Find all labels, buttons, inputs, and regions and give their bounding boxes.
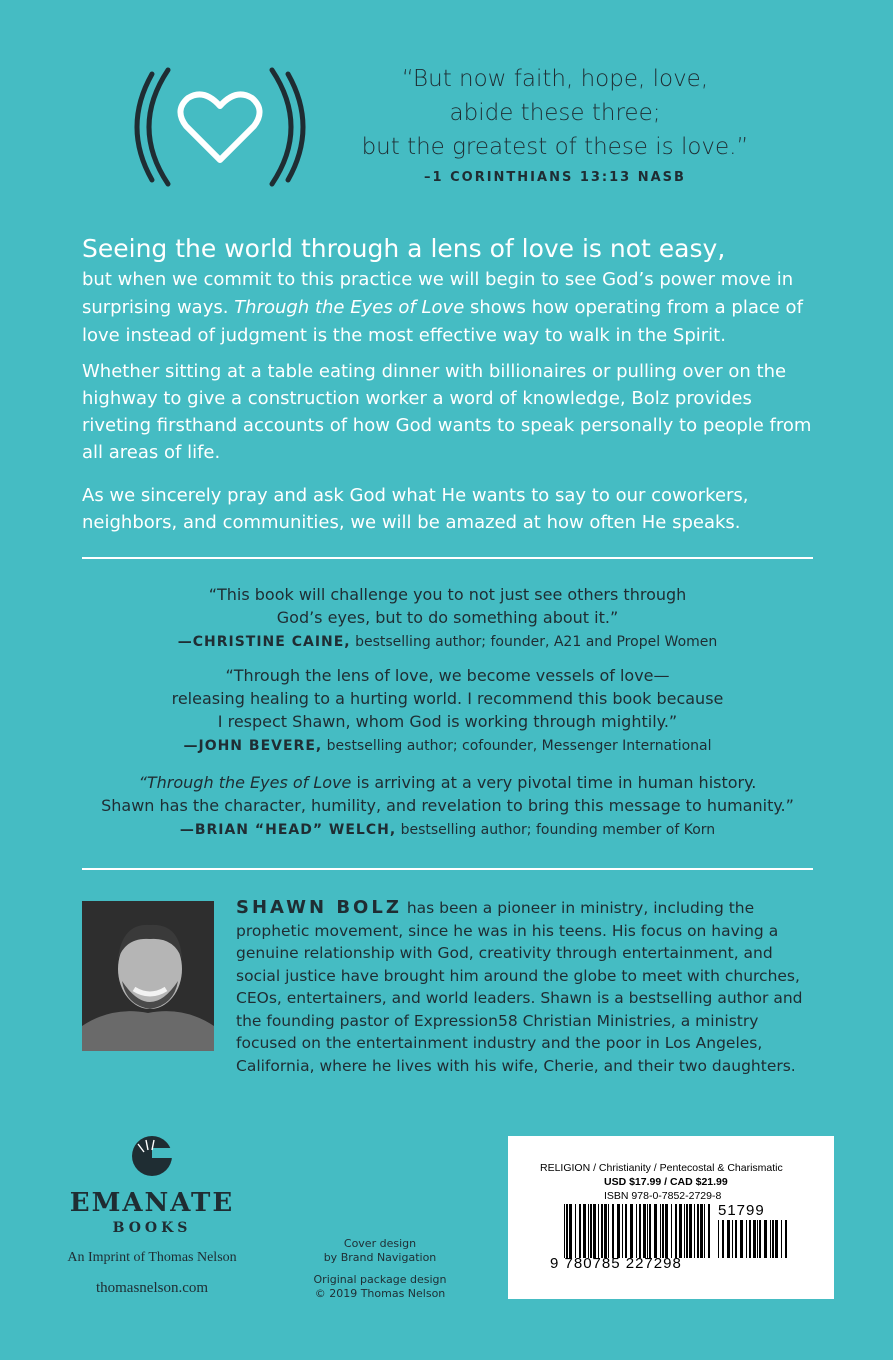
- endorser-credential: bestselling author; cofounder, Messenger International: [322, 738, 712, 754]
- endorsement-quote-line: I respect Shawn, whom God is working through mightily.”: [217, 712, 678, 731]
- author-bio: [236, 897, 816, 1077]
- endorsement-quote-line: releasing healing to a hurting world. I recommend this book because: [171, 689, 724, 708]
- endorser-credential: bestselling author; founding member of Korn: [396, 822, 716, 838]
- endorsement-quote-line: “This book will challenge you to not just see others through: [208, 585, 687, 604]
- lead-book-title: Through the Eyes of Love: [234, 297, 465, 318]
- credit-line: by Brand Navigation: [323, 1251, 437, 1264]
- description-lead: [82, 232, 822, 350]
- endorser-credential: bestselling author; founder, A21 and Propel Women: [350, 634, 718, 650]
- credit-line: © 2019 Thomas Nelson: [314, 1287, 446, 1300]
- barcode-addon-icon: [718, 1220, 788, 1258]
- heart-signal-icon: [130, 60, 310, 195]
- scripture-line-2: abide these three;: [449, 100, 661, 126]
- description-paragraph-3: As we sincerely pray and ask God what He wants to say to our coworkers, neighbors, and communities, we will be amazed at how often He speaks.: [82, 485, 749, 533]
- publisher-wordmark: EMANATE: [69, 1188, 235, 1218]
- emanate-logo-icon: [130, 1130, 174, 1180]
- endorsement-book-title: “Through the Eyes of Love: [138, 773, 352, 792]
- publisher-imprint: An Imprint of Thomas Nelson: [67, 1250, 237, 1265]
- scripture-line-1: “But now faith, hope, love,: [401, 66, 709, 92]
- author-bio-text: has been a pioneer in ministry, including the prophetic movement, since he was in his teens. His focus on having a genuine relationship with God, creativity through entertainment, and social justice have brought him around the globe to meet with churches, CEOs, entertainers, and world leaders. Shawn is a bestselling author and the founding pastor of Expression58 Christian Ministries, a ministry focused on the entertainment industry and the poor in Los Angeles, California, where he lives with his wife, Cherie, and their two daughters.: [236, 899, 803, 1075]
- endorsement: [82, 771, 813, 841]
- endorsement-quote-line: [82, 771, 813, 794]
- endorsement-byline: [82, 735, 813, 757]
- endorser-name: —BRIAN “HEAD” WELCH,: [179, 822, 397, 838]
- endorsement-quote-line: Shawn has the character, humility, and revelation to bring this message to humanity.”: [101, 796, 794, 815]
- scripture-reference: –1 CORINTHIANS 13:13 NASB: [424, 170, 686, 185]
- addon-digits: 51799: [718, 1202, 765, 1219]
- endorsement-quote-line: “Through the lens of love, we become vessels of love—: [225, 666, 670, 685]
- price: USD $17.99 / CAD $21.99: [604, 1176, 728, 1188]
- lead-body-part-2: shows how operating from a place of love instead of judgment is the most effective way to walk in the Spirit.: [82, 297, 803, 346]
- design-credits: [300, 1237, 460, 1301]
- ean-digits: 9 780785 227298: [550, 1255, 682, 1272]
- endorsement: [82, 583, 813, 653]
- endorsement-quote-line: God’s eyes, but to do something about it.”: [276, 608, 619, 627]
- barcode-icon: [564, 1204, 712, 1258]
- endorsement-byline: [82, 819, 813, 841]
- endorser-name: —JOHN BEVERE,: [183, 738, 323, 754]
- lead-body: [82, 266, 822, 350]
- endorsement: [82, 664, 813, 757]
- credit-line: Original package design: [313, 1273, 447, 1286]
- publisher-logo: [62, 1130, 242, 1297]
- scripture-line-3: but the greatest of these is love.”: [361, 134, 749, 160]
- author-photo: [82, 901, 214, 1051]
- lead-headline: Seeing the world through a lens of love is not easy,: [82, 234, 726, 263]
- isbn: ISBN 978-0-7852-2729-8: [604, 1190, 722, 1202]
- description-paragraph-2: Whether sitting at a table eating dinner with billionaires or pulling over on the highway to give a construction worker a word of knowledge, Bolz provides riveting firsthand accounts of how God wants to speak personally to people from all areas of life.: [82, 361, 812, 463]
- lead-body-part-1: but when we commit to this practice we will begin to see God’s power move in surprising ways.: [82, 269, 794, 318]
- credit-line: Cover design: [343, 1237, 417, 1250]
- barcode-box: [508, 1136, 834, 1299]
- bisac-category: RELIGION / Christianity / Pentecostal & Charismatic: [540, 1162, 783, 1174]
- endorsement-byline: [82, 631, 813, 653]
- scripture-quote: [330, 62, 780, 188]
- publisher-url[interactable]: thomasnelson.com: [95, 1280, 209, 1296]
- divider: [82, 557, 813, 559]
- publisher-sub: BOOKS: [112, 1220, 192, 1236]
- endorser-name: —CHRISTINE CAINE,: [177, 634, 351, 650]
- divider: [82, 868, 813, 870]
- endorsement-quote-text: is arriving at a very pivotal time in human history.: [351, 773, 757, 792]
- author-name: SHAWN BOLZ: [236, 897, 402, 918]
